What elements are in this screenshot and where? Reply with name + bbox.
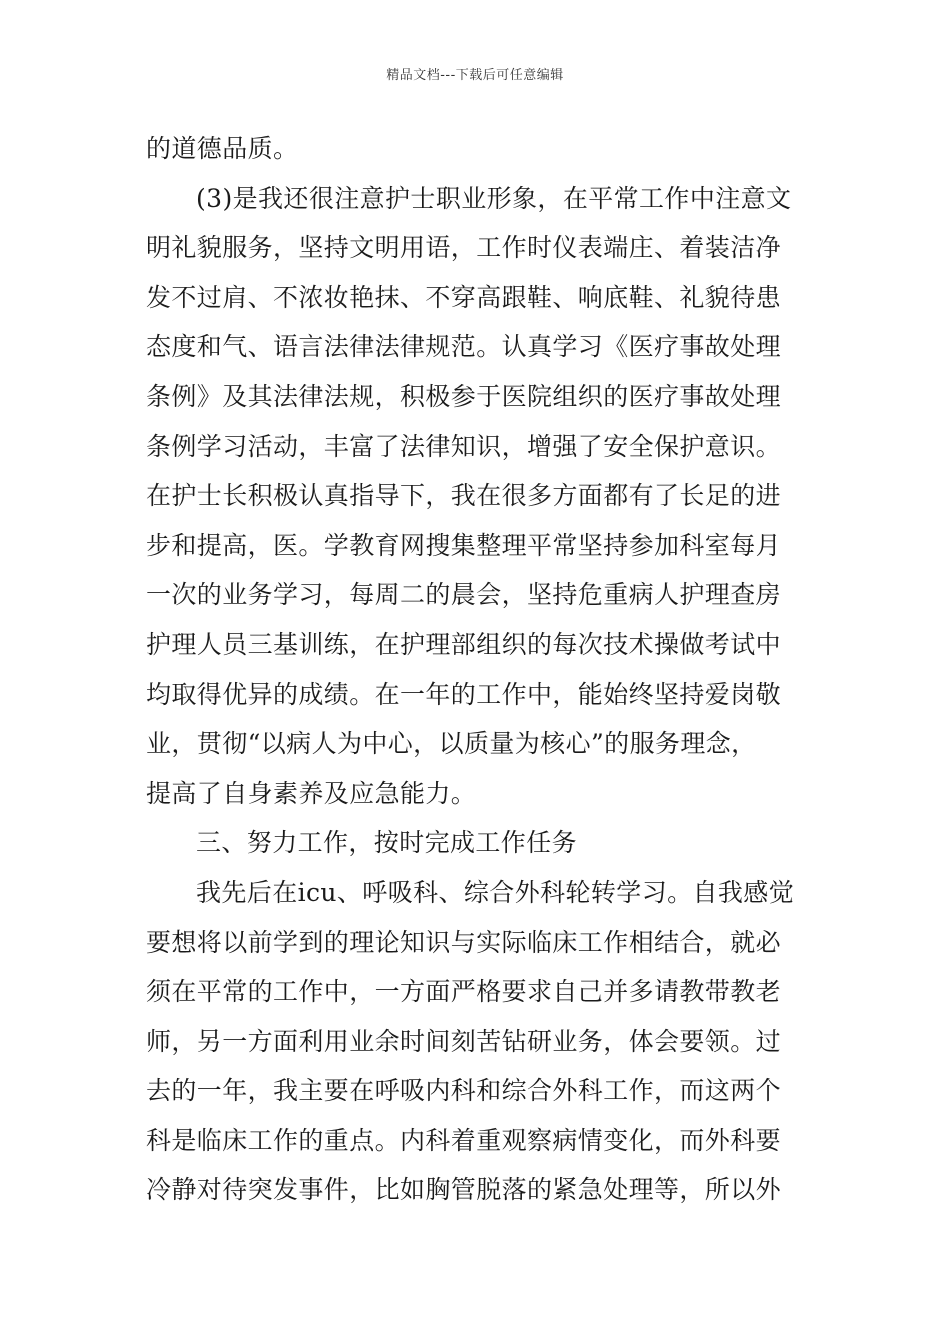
text-line: 去的一年，我主要在呼吸内科和综合外科工作，而这两个 [146, 1076, 782, 1106]
paragraph-start-line: (3)是我还很注意护士职业形象，在平常工作中注意文 [196, 183, 792, 213]
section-heading: 三、努力工作，按时完成工作任务 [196, 828, 578, 858]
text-line: 在护士长积极认真指导下，我在很多方面都有了长足的进 [146, 481, 782, 511]
paragraph-start-line: 我先后在icu、呼吸科、综合外科轮转学习。自我感觉 [196, 877, 795, 907]
text-line: 均取得优异的成绩。在一年的工作中，能始终坚持爱岗敬 [146, 679, 782, 709]
text-line: 态度和气、语言法律法律规范。认真学习《医疗事故处理 [146, 332, 782, 362]
text-line: 冷静对待突发事件，比如胸管脱落的紧急处理等，所以外 [146, 1175, 782, 1205]
text-line: 师，另一方面利用业余时间刻苦钻研业务，体会要领。过 [146, 1026, 782, 1056]
page-header: 精品文档---下载后可任意编辑 [386, 68, 564, 83]
text-line: 条例学习活动，丰富了法律知识，增强了安全保护意识。 [146, 431, 782, 461]
text-line: 提高了自身素养及应急能力。 [146, 778, 477, 808]
text-line: 条例》及其法律法规，积极参于医院组织的医疗事故处理 [146, 381, 782, 411]
text-line: 业，贯彻“以病人为中心，以质量为核心”的服务理念， [146, 729, 757, 759]
text-line: 科是临床工作的重点。内科着重观察病情变化，而外科要 [146, 1125, 782, 1155]
text-line: 发不过肩、不浓妆艳抹、不穿高跟鞋、响底鞋、礼貌待患 [146, 282, 782, 312]
text-line: 步和提高，医。学教育网搜集整理平常坚持参加科室每月 [146, 530, 782, 560]
text-line: 须在平常的工作中，一方面严格要求自己并多请教带教老 [146, 977, 782, 1007]
text-line: 一次的业务学习，每周二的晨会，坚持危重病人护理查房 [146, 580, 782, 610]
text-line: 的道德品质。 [146, 134, 299, 163]
document-body [146, 124, 811, 1215]
text-line: 要想将以前学到的理论知识与实际临床工作相结合，就必 [146, 927, 782, 957]
text-line: 护理人员三基训练，在护理部组织的每次技术操做考试中 [146, 629, 782, 659]
text-line: 明礼貌服务，坚持文明用语，工作时仪表端庄、着装洁净 [146, 233, 782, 263]
